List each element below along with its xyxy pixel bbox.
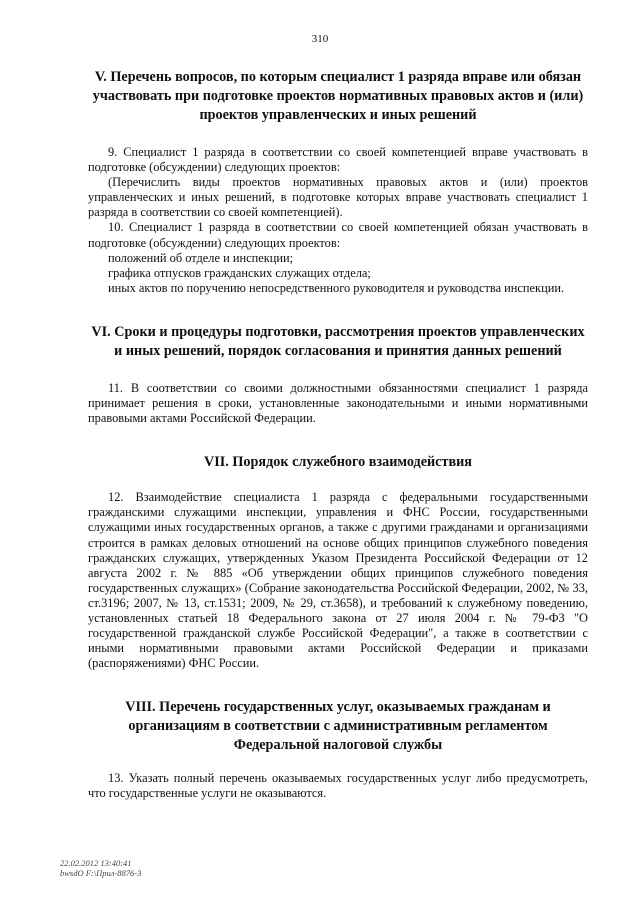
- document-body: [88, 68, 588, 802]
- paragraph-9: 9. Специалист 1 разряда в соответствии со своей компетенцией вправе участвовать в подготовке (обсуждении) следующих проектов:: [88, 145, 588, 175]
- footer-line-1: 22.02.2012 13:40:41: [60, 858, 132, 868]
- footer-stamp: [60, 858, 141, 878]
- section-5-title: V. Перечень вопросов, по которым специалист 1 разряда вправе или обязан участвовать при подготовке проектов нормативных правовых актов и (или) проектов управленческих и иных решений: [92, 69, 584, 123]
- list-item: положений об отделе и инспекции;: [108, 250, 294, 265]
- section-6-title: VI. Сроки и процедуры подготовки, рассмотрения проектов управленческих и иных решений, порядок согласования и принятия данных решений: [91, 323, 585, 359]
- paragraph-9-list: (Перечислить виды проектов нормативных правовых актов и (или) проектов управленческих и иных решений, в подготовке которых вправе участвовать специалист 1 разряда в соответствии со своей компетенцией).: [88, 175, 588, 220]
- paragraph-10: 10. Специалист 1 разряда в соответствии со своей компетенцией обязан участвовать в подготовке (обсуждении) следующих проектов:: [88, 220, 588, 250]
- list-item: иных актов по поручению непосредственного руководителя и руководства инспекции.: [108, 280, 565, 295]
- paragraph-13: 13. Указать полный перечень оказываемых государственных услуг либо предусмотреть, что государственные услуги не оказываются.: [88, 771, 588, 801]
- section-8-title: VIII. Перечень государственных услуг, оказываемых гражданам и организациям в соответствии с административным регламентом Федеральной налоговой службы: [125, 699, 551, 754]
- list-item: графика отпусков гражданских служащих отдела;: [108, 265, 371, 280]
- paragraph-12: 12. Взаимодействие специалиста 1 разряда с федеральными государственными гражданскими служащими инспекции, управления и ФНС России, государственными служащими иных государственных органов, а также с другими гражданами и организациями строится в рамках деловых отношений на основе общих принципов служебного поведения гражданских служащих, утвержденных Указом Президента Российской Федерации от 12 августа 2002 г. № 885 «Об утверждении общих принципов служебного поведения государственных служащих» (Собрание законодательства Российской Федерации, 2002, № 33, ст.3196; 2007, № 13, ст.1531; 2009, № 29, ст.3658), и требований к служебному поведению, установленных статьей 18 Федерального закона от 27 июля 2004 г. № 79-ФЗ "О государственной гражданской службе Российской Федерации", а также в соответствии с иными нормативными правовыми актами Российской Федерации и приказами (распоряжениями) ФНС России.: [88, 490, 588, 671]
- footer-line-2: bwsdO F:\Прил-8876-3: [60, 868, 142, 878]
- page-number: 310: [311, 33, 329, 45]
- section-7-title: VII. Порядок служебного взаимодействия: [204, 454, 472, 471]
- paragraph-11: 11. В соответствии со своими должностными обязанностями специалист 1 разряда принимает решения в сроки, установленные законодательными и иными нормативными правовыми актами Российской Федерации.: [88, 380, 588, 426]
